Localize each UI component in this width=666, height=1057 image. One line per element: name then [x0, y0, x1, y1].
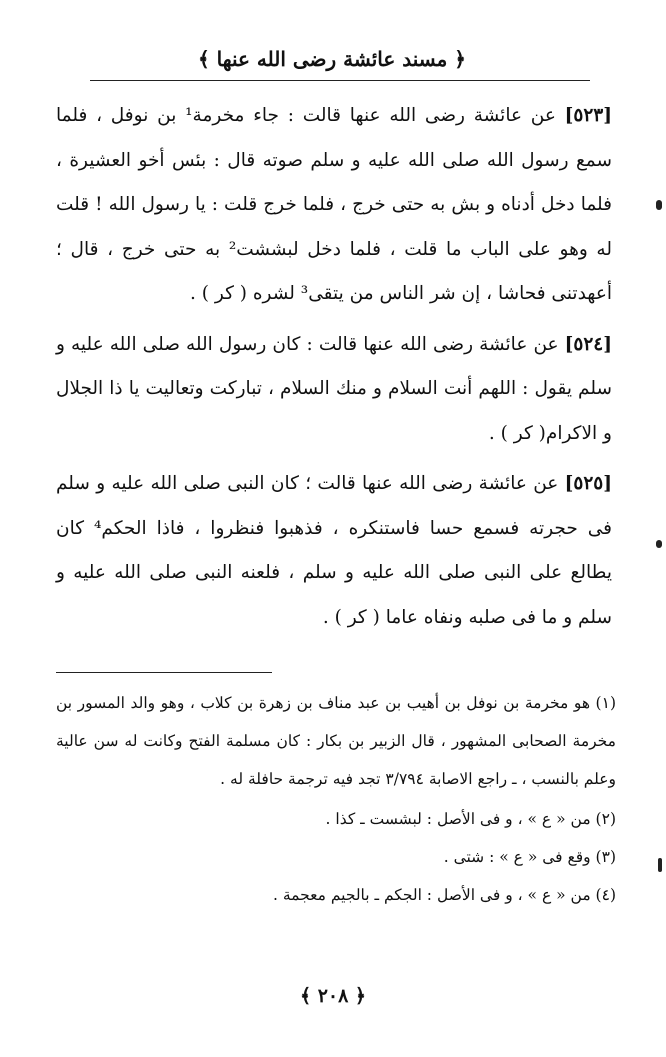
running-header: ﴿ مسند عائشة رضى الله عنها ﴾	[197, 47, 467, 71]
entry-text: عن عائشة رضى الله عنها قالت : جاء مخرمة¹ بن نوفل ، فلما سمع رسول الله صلى الله عليه و سلم صوته قال : بئس أخو العشيرة ، فلما دخل أدناه و بش به حتى خرج ، فلما خرج قلت : يا رسول الله ! قلت له وهو على الباب ما قلت ، فلما دخل لبششت² به حتى خرج ، قال ؛ أعهدتنى فحاشا ، إن شر الناس من يتقى³ لشره ( كر ) .	[56, 105, 612, 304]
entry-number: [٥٢٣]	[564, 105, 612, 126]
footnote-2: (٢) من « ع » ، و فى الأصل : لبشست ـ كذا .	[325, 810, 616, 828]
footnotes	[56, 684, 616, 914]
footnote-3: (٣) وقع فى « ع » : شتى .	[443, 848, 616, 866]
footnote-rule	[56, 672, 272, 673]
hadith-entry-523	[56, 94, 612, 317]
entry-number: [٥٢٥]	[564, 473, 612, 494]
page-number: ﴿ ٢٠٨ ﴾	[299, 985, 367, 1007]
footnote-4: (٤) من « ع » ، و فى الأصل : الجكم ـ بالجيم معجمة .	[272, 886, 616, 904]
entry-text: عن عائشة رضى الله عنها قالت : كان رسول الله صلى الله عليه و سلم يقول : اللهم أنت السلام و منك السلام ، تباركت وتعاليت يا ذا الجلال و الاكرام( كر ) .	[56, 333, 612, 444]
margin-mark	[656, 540, 662, 548]
hadith-entry-525	[56, 462, 612, 640]
header-rule	[90, 80, 590, 81]
entry-text: عن عائشة رضى الله عنها قالت ؛ كان النبى صلى الله عليه و سلم فى حجرته فسمع حسا فاستنكره ، فذهبوا فنظروا ، فاذا الحكم⁴ كان يطالع على النبى صلى الله عليه و سلم ، فلعنه النبى صلى الله عليه و سلم و ما فى صلبه ونفاه عاما ( كر ) .	[56, 473, 612, 628]
footnote-1: (١) هو مخرمة بن نوفل بن أهيب بن عبد مناف بن زهرة بن كلاب ، وهو والد المسور بن مخرمة الصحابى المشهور ، قال الزبير بن بكار : كان مسلمة الفتح وكانت له سن عالية وعلم بالنسب ، ـ راجع الاصابة ٣/٧٩٤ تجد فيه ترجمة حافلة له .	[56, 694, 616, 788]
hadith-body	[56, 94, 612, 646]
margin-mark	[656, 200, 662, 210]
margin-mark	[658, 858, 662, 872]
entry-number: [٥٢٤]	[564, 333, 612, 355]
hadith-entry-524	[56, 323, 612, 457]
